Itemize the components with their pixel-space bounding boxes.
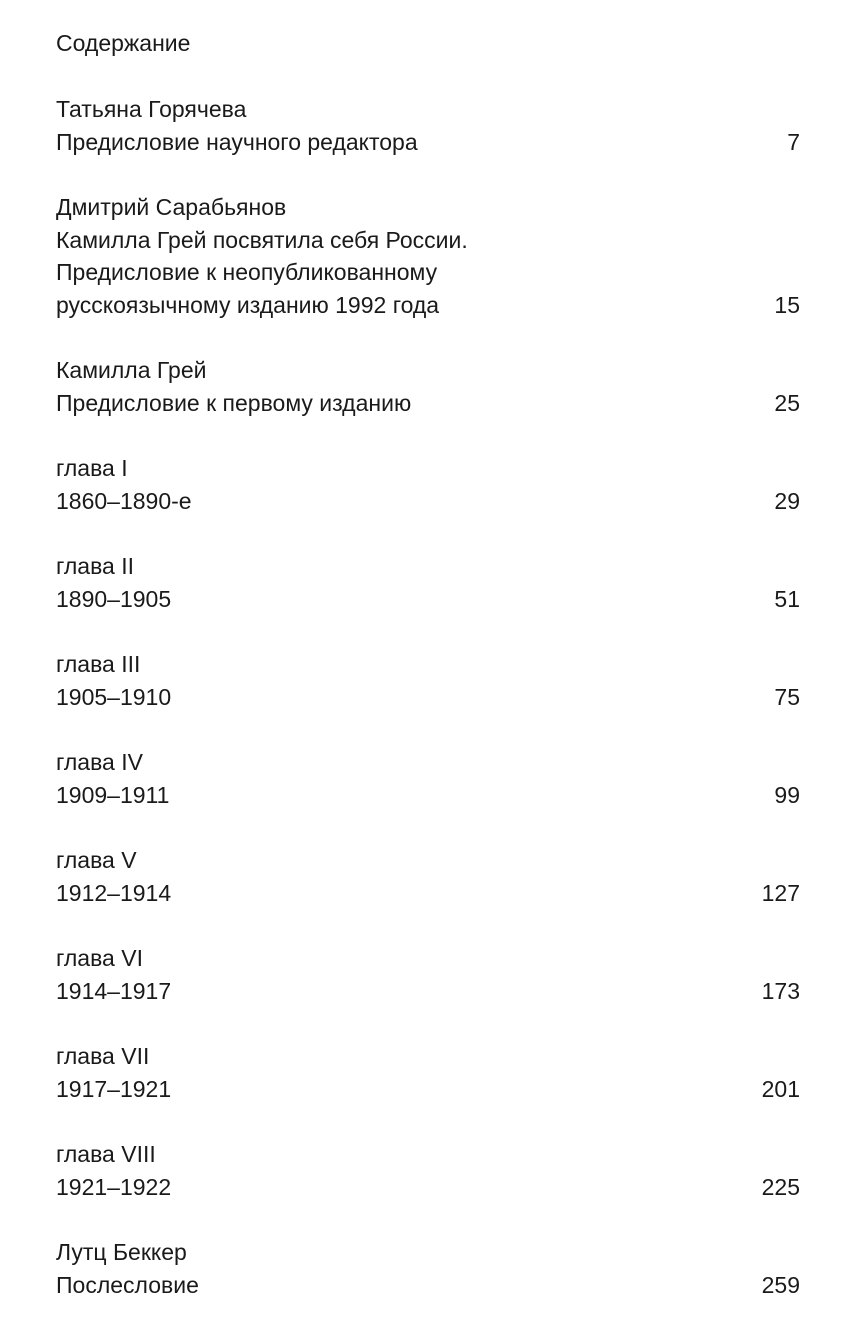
toc-entry-author: глава VIII	[56, 1141, 156, 1167]
toc-entry-author: глава VI	[56, 945, 143, 971]
toc-entry[interactable]	[56, 844, 800, 909]
toc-entry-page-number: 99	[774, 781, 800, 808]
toc-entry-page-number: 173	[761, 977, 800, 1004]
toc-entry-title: Послесловие	[56, 1271, 199, 1298]
toc-entries	[56, 93, 800, 1301]
toc-entry-author: Камилла Грей	[56, 357, 207, 383]
toc-entry-page-number: 75	[774, 683, 800, 710]
toc-entry-title: Предисловие к неопубликованному	[56, 259, 438, 285]
toc-entry-title: Камилла Грей посвятила себя России.	[56, 226, 468, 253]
toc-entry-page-number: 127	[761, 879, 800, 906]
toc-entry-page-number: 7	[787, 128, 800, 155]
toc-entry-title: 1914–1917	[56, 977, 172, 1004]
toc-entry-title: 1890–1905	[56, 585, 172, 612]
toc-entry-page-number: 259	[761, 1271, 800, 1298]
toc-heading: Содержание	[56, 30, 191, 56]
toc-entry-page-number: 225	[761, 1173, 800, 1200]
toc-entry[interactable]	[56, 648, 800, 713]
toc-entry[interactable]	[56, 1138, 800, 1203]
toc-entry[interactable]	[56, 1040, 800, 1105]
toc-entry-author: глава V	[56, 847, 137, 873]
toc-entry[interactable]	[56, 1236, 800, 1301]
toc-entry-title: 1917–1921	[56, 1075, 172, 1102]
toc-entry-page-number: 29	[774, 487, 800, 514]
toc-entry-title: 1912–1914	[56, 879, 172, 906]
toc-entry[interactable]	[56, 191, 800, 321]
toc-entry-page-number: 15	[774, 291, 800, 318]
toc-entry[interactable]	[56, 452, 800, 517]
toc-entry-author: глава VII	[56, 1043, 150, 1069]
toc-entry-author: глава II	[56, 553, 135, 579]
toc-entry-author: Лутц Беккер	[56, 1239, 187, 1265]
toc-entry-title: 1909–1911	[56, 781, 170, 808]
toc-entry-page-number: 25	[774, 389, 800, 416]
toc-entry-page-number: 201	[761, 1075, 800, 1102]
toc-entry[interactable]	[56, 354, 800, 419]
toc-entry-page-number: 51	[774, 585, 800, 612]
toc-entry-title: 1921–1922	[56, 1173, 172, 1200]
toc-entry[interactable]	[56, 942, 800, 1007]
toc-entry[interactable]	[56, 746, 800, 811]
toc-entry-title: Предисловие научного редактора	[56, 128, 418, 155]
toc-entry-title: русскоязычному изданию 1992 года	[56, 291, 440, 318]
toc-entry-author: глава I	[56, 455, 128, 481]
toc-entry-author: Дмитрий Сарабьянов	[56, 194, 287, 220]
toc-entry-title: 1860–1890-е	[56, 487, 192, 514]
toc-entry[interactable]	[56, 550, 800, 615]
toc-entry-title: Предисловие к первому изданию	[56, 389, 412, 416]
toc-entry-title: 1905–1910	[56, 683, 172, 710]
toc-entry[interactable]	[56, 93, 800, 158]
toc-entry-author: Татьяна Горячева	[56, 96, 247, 122]
toc-entry-author: глава IV	[56, 749, 143, 775]
table-of-contents	[56, 27, 800, 1334]
toc-entry-author: глава III	[56, 651, 141, 677]
